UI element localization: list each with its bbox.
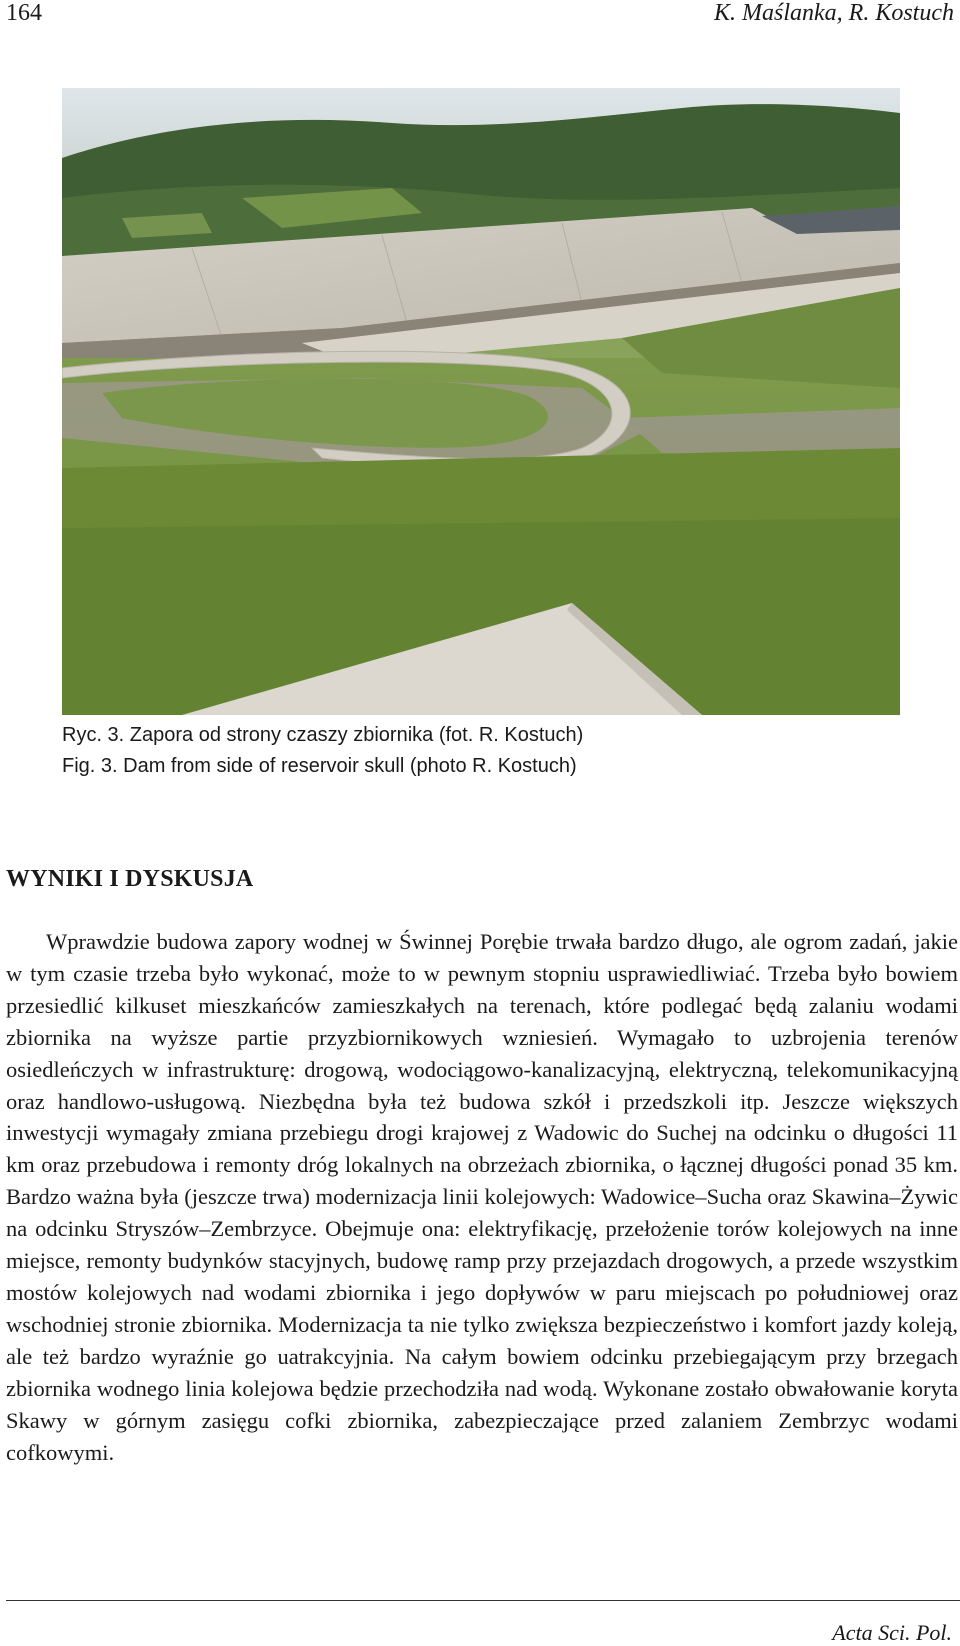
body-paragraph: Wprawdzie budowa zapory wodnej w Świnnej Porębie trwała bardzo długo, ale ogrom zadań, jakie w tym czasie trzeba było wykonać, może to w pewnym stopniu usprawiedliwiać. Trzeba było bowiem przesiedlić kilkuset mieszkańców zamieszkałych na terenach, które podlegać będą zalaniu wodami zbiornika na wyższe partie przyzbiornikowych wzniesień. Wymagało to uzbrojenia terenów osiedleńczych w infrastrukturę: drogową, wodociągowo-kanalizacyjną, elektryczną, telekomunikacyjną oraz handlowo-usługową. Niezbędna była też budowa szkół i przedszkoli itp. Jeszcze większych inwestycji wymagały zmiana przebiegu drogi krajowej z Wadowic do Suchej na odcinku o długości 11 km oraz przebudowa i remonty dróg lokalnych na obrzeżach zbiornika, o łącznej długości ponad 35 km. Bardzo ważna była (jeszcze trwa) modernizacja linii kolejowych: Wadowice–Sucha oraz Skawina–Żywic na odcinku Stryszów–Zembrzyce. Obejmuje ona: elektryfikację, przełożenie torów kolejowych na inne miejsce, remonty budynków stacyjnych, budowę ramp przy przejazdach drogowych, a przede wszystkim mostów kolejowych nad wodami zbiornika i jego dopływów w paru miejscach po południowej oraz wschodniej stronie zbiornika. Modernizacja ta nie tylko zwiększa bezpieczeństwo i komfort jazdy koleją, ale też bardzo wyraźnie go uatrakcyjnia. Na całym bowiem odcinku przebiegającym przy brzegach zbiornika wodnego linia kolejowa będzie przechodziła nad wodą. Wykonane zostało obwałowanie koryta Skawy w górnym zasięgu cofki zbiornika, zabezpieczające przed zalaniem Zembrzyc wodami cofkowymi. — [6, 929, 958, 1465]
figure-caption-english: Fig. 3. Dam from side of reservoir skull (photo R. Kostuch) — [62, 755, 577, 777]
dam-photo-illustration — [62, 88, 900, 715]
journal-name: Acta Sci. Pol. — [832, 1620, 952, 1645]
page-number: 164 — [6, 0, 42, 26]
page-header — [6, 0, 954, 30]
running-head-authors: K. Maślanka, R. Kostuch — [714, 0, 954, 26]
section-heading: WYNIKI I DYSKUSJA — [6, 866, 254, 892]
figure-caption — [62, 720, 942, 782]
footer-divider — [6, 1600, 960, 1601]
dam-photograph — [62, 88, 900, 715]
section-body — [6, 926, 958, 1468]
figure-caption-polish: Ryc. 3. Zapora od strony czaszy zbiornika (fot. R. Kostuch) — [62, 724, 584, 746]
